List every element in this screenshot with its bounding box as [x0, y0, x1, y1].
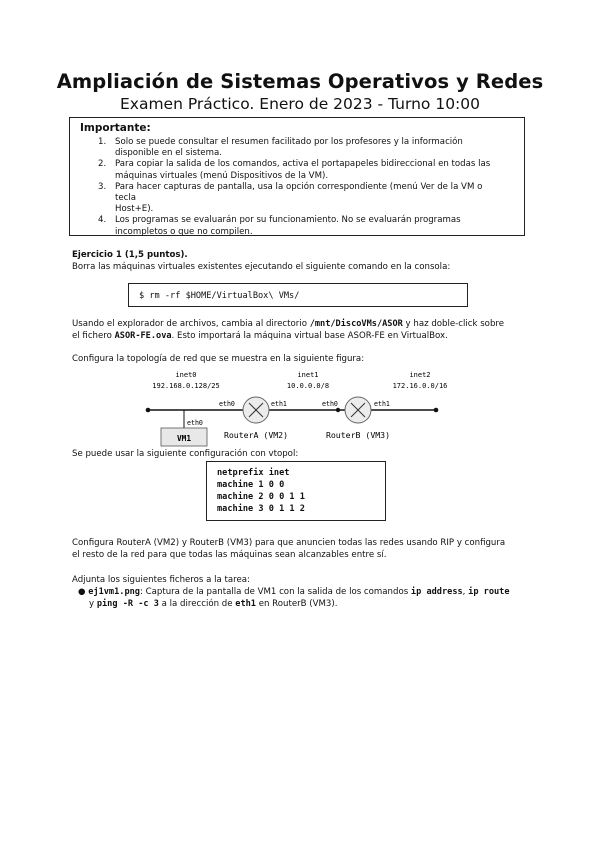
code: ip route [468, 587, 510, 597]
item-line: Para hacer capturas de pantalla, usa la opción correspondiente (menú Ver de la VM o tecla [115, 181, 483, 204]
important-item [0, 159, 505, 181]
endpoint-right [434, 408, 439, 413]
item-line: Para copiar la salida de los comandos, activa el portapapeles bidireccional en todas las [115, 159, 491, 170]
list-item [78, 587, 510, 599]
paragraph-rip [72, 538, 505, 561]
page-title: Ampliación de Sistemas Operativos y Redes [56, 70, 544, 93]
text: el fichero [72, 330, 115, 341]
net-name-inet1: inet1 [297, 371, 319, 379]
router-a-label: RouterA (VM2) [223, 430, 289, 440]
net-name-inet0: inet0 [175, 371, 197, 379]
net-addr-inet2: 172.16.0.0/16 [392, 382, 448, 390]
text: Configura RouterA (VM2) y RouterB (VM3) para que anuncien todas las redes usando RIP y configura [72, 538, 506, 548]
config-line: machine 1 0 0 [217, 480, 285, 490]
junction [336, 408, 340, 412]
item-number: 3. [98, 181, 107, 192]
text: Usando el explorador de archivos, cambia al directorio [72, 319, 310, 329]
tool-name: vtopol [268, 449, 296, 459]
exercise-intro: Borra las máquinas virtuales existentes ejecutando el siguiente comando en la consola: [72, 262, 451, 272]
net-addr-inet1: 10.0.0.0/8 [286, 382, 330, 390]
router-b-eth1: eth1 [374, 400, 390, 408]
router-a-eth0: eth0 [219, 400, 235, 408]
text: : Captura de la pantalla de VM1 con la salida de los comandos [139, 587, 411, 597]
item-line: disponible en el sistema. [115, 148, 222, 159]
config-line: machine 3 0 1 1 2 [217, 504, 305, 514]
text: en RouterB (VM3). [255, 599, 338, 609]
topology-config-box [206, 461, 386, 521]
text: Se puede usar la siguiente configuración con [72, 449, 269, 459]
item-line: máquinas virtuales (menú Dispositivos de la VM). [115, 170, 329, 181]
exercise-heading: Ejercicio 1 (1,5 puntos). [72, 250, 188, 260]
file-code: ASOR-FE.ova [114, 330, 172, 341]
endpoint-left [146, 408, 151, 413]
vm1-label: VM1 [176, 434, 192, 443]
text: . Esto importará la máquina virtual base ASOR-FE en VirtualBox. [171, 330, 448, 341]
config-intro [72, 449, 298, 461]
text: y haz doble-click sobre [402, 319, 505, 329]
command-box [128, 283, 468, 307]
text: el resto de la red para que todas las máquinas sean alcanzables entre sí. [72, 549, 387, 560]
command-text: $ rm -rf $HOME/VirtualBox\ VMs/ [139, 291, 300, 301]
important-item [0, 182, 505, 216]
item-number: 1. [98, 137, 107, 147]
config-line: machine 2 0 0 1 1 [217, 492, 305, 502]
network-diagram [140, 366, 450, 448]
file-code: ej1vm1.png [88, 587, 140, 597]
item-line: Host+E). [115, 204, 154, 215]
router-a-eth1: eth1 [271, 400, 287, 408]
attach-intro: Adjunta los siguientes ficheros a la tarea: [72, 575, 250, 585]
page-subtitle: Examen Práctico. Enero de 2023 - Turno 10:00 [119, 95, 481, 113]
list-item-cont [89, 599, 337, 611]
important-list [0, 137, 505, 238]
item-number: 4. [98, 215, 107, 226]
item-line: Solo se puede consultar el resumen facilitado por los profesores y la información [115, 137, 463, 147]
net-addr-inet0: 192.168.0.128/25 [152, 382, 220, 390]
item-line: Los programas se evaluarán por su funcionamiento. No se evaluarán programas [115, 215, 461, 226]
item-line: incompletos o que no compilen. [115, 226, 253, 237]
topology-intro: Configura la topología de red que se muestra en la siguiente figura: [72, 354, 365, 364]
config-line: netprefix inet [217, 468, 290, 478]
bullet: ● [78, 587, 86, 597]
important-heading: Importante: [80, 122, 151, 134]
important-item [0, 137, 505, 159]
code: ping -R -c 3 [96, 599, 159, 609]
router-b-label: RouterB (VM3) [325, 430, 391, 440]
path-code: /mnt/DiscoVMs/ASOR [309, 319, 403, 329]
item-number: 2. [98, 159, 107, 170]
net-name-inet2: inet2 [409, 371, 431, 379]
important-item [0, 215, 505, 237]
text: : [295, 449, 299, 459]
text: , [462, 587, 469, 597]
vm1-iface: eth0 [187, 419, 203, 427]
text: y [89, 599, 97, 609]
code: ip address [410, 587, 463, 597]
text: a la dirección de [158, 599, 236, 609]
code: eth1 [235, 599, 256, 609]
paragraph-import [72, 319, 504, 342]
router-b-eth0: eth0 [322, 400, 338, 408]
